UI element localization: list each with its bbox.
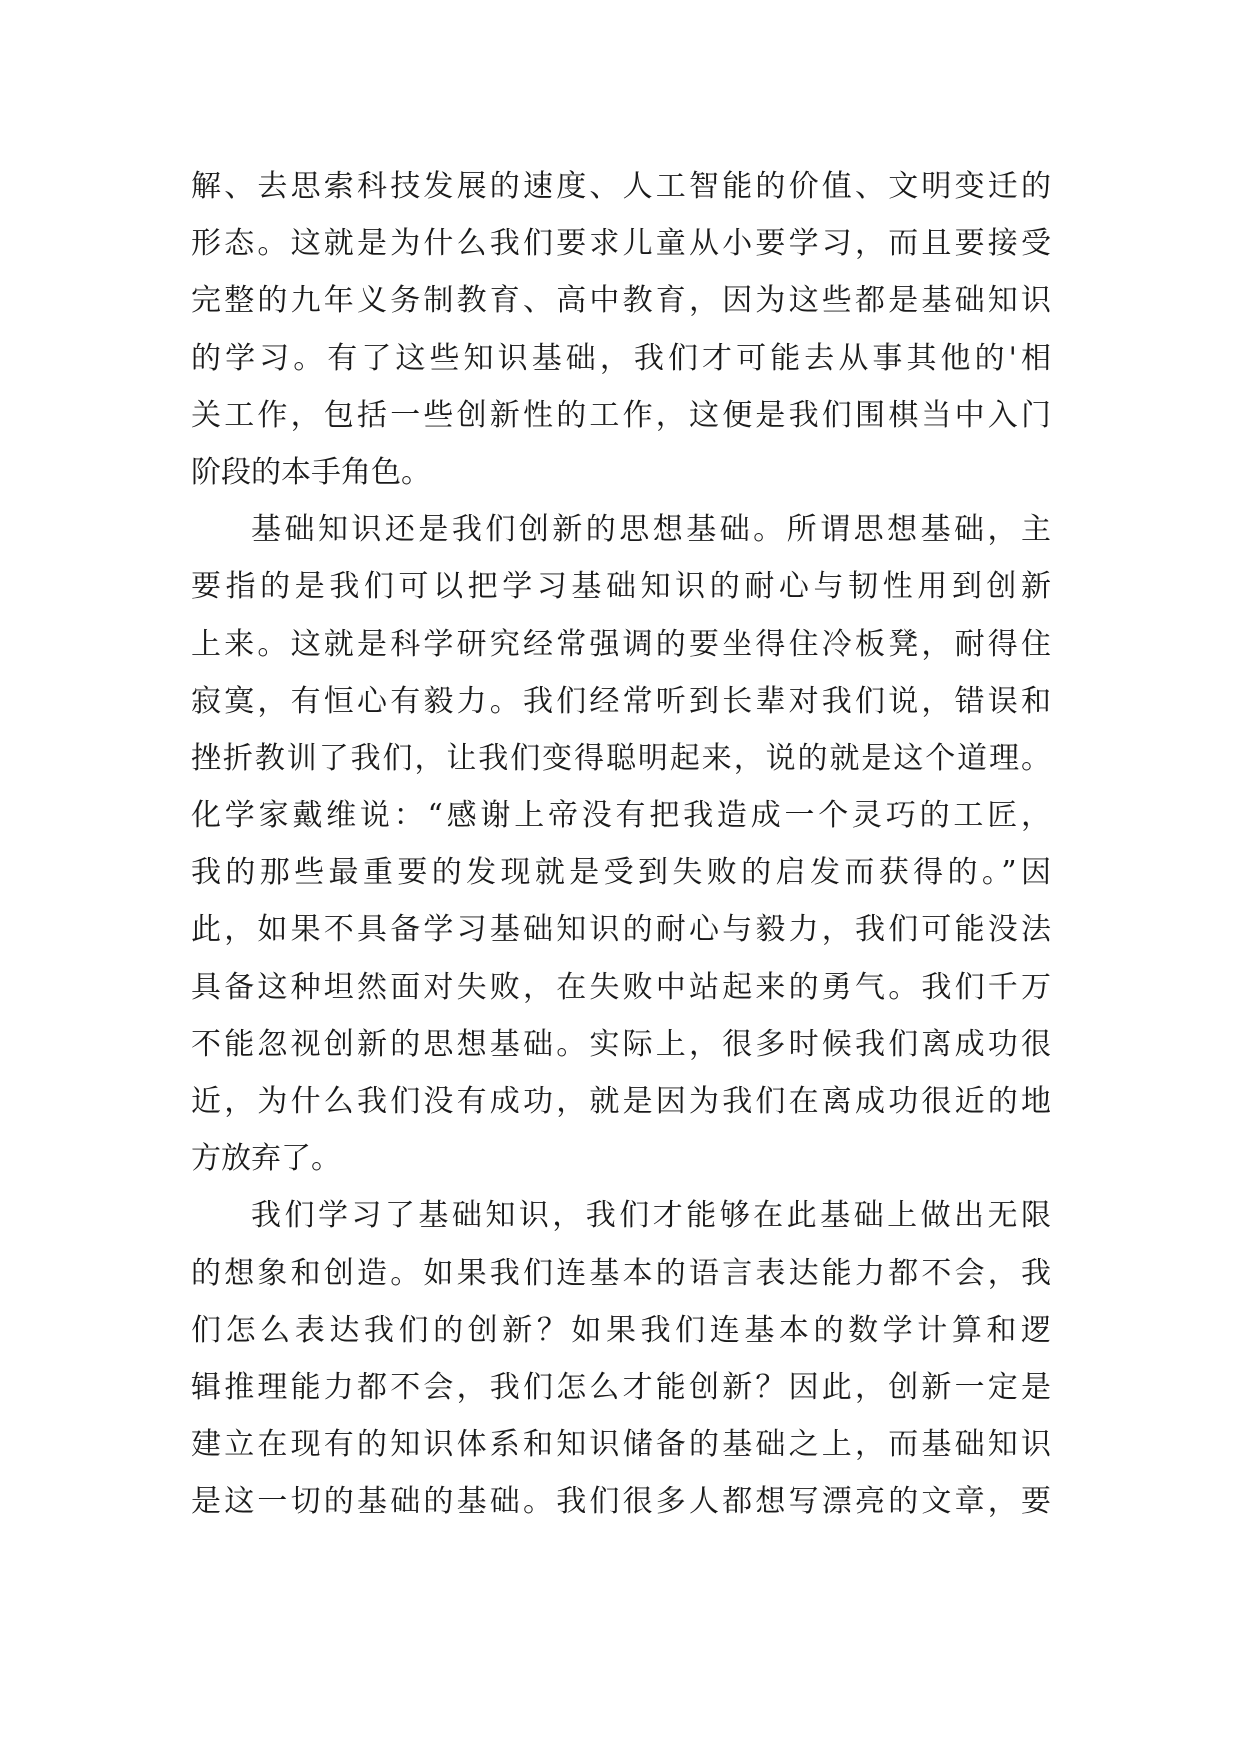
- text-line: 不能忽视创新的思想基础。实际上，很多时候我们离成功很: [191, 1026, 1051, 1062]
- text-line: 的学习。有了这些知识基础，我们才可能去从事其他的'相: [191, 340, 1051, 376]
- text-line: 阶段的本手角色。: [191, 454, 431, 490]
- text-line: 辑推理能力都不会，我们怎么才能创新？因此，创新一定是: [191, 1369, 1051, 1405]
- paragraph: [191, 158, 1051, 501]
- text-line: 挫折教训了我们，让我们变得聪明起来，说的就是这个道理。: [191, 740, 1051, 776]
- text-line: 完整的九年义务制教育、高中教育，因为这些都是基础知识: [191, 283, 1051, 319]
- text-line: 要指的是我们可以把学习基础知识的耐心与韧性用到创新: [191, 569, 1051, 605]
- text-line: 建立在现有的知识体系和知识储备的基础之上，而基础知识: [191, 1427, 1051, 1463]
- text-line: 寂寞，有恒心有毅力。我们经常听到长辈对我们说，错误和: [191, 683, 1051, 719]
- text-line: 们怎么表达我们的创新？如果我们连基本的数学计算和逻: [191, 1312, 1051, 1348]
- text-line: 解、去思索科技发展的速度、人工智能的价值、文明变迁的: [191, 169, 1051, 204]
- text-line: 化学家戴维说：“感谢上帝没有把我造成一个灵巧的工匠，: [191, 798, 1051, 834]
- text-line: 具备这种坦然面对失败，在失败中站起来的勇气。我们千万: [191, 969, 1051, 1005]
- paragraph: [191, 1187, 1051, 1530]
- text-line: 基础知识还是我们创新的思想基础。所谓思想基础，主: [251, 512, 1051, 548]
- text-line: 此，如果不具备学习基础知识的耐心与毅力，我们可能没法: [191, 912, 1051, 948]
- text-line: 上来。这就是科学研究经常强调的要坐得住冷板凳，耐得住: [191, 626, 1051, 662]
- text-line: 我们学习了基础知识，我们才能够在此基础上做出无限: [251, 1198, 1051, 1234]
- text-line: 方放弃了。: [191, 1141, 341, 1177]
- paragraph: [191, 501, 1051, 1187]
- body-text: [191, 158, 1051, 1531]
- text-line: 关工作，包括一些创新性的工作，这便是我们围棋当中入门: [191, 397, 1051, 433]
- text-line: 是这一切的基础的基础。我们很多人都想写漂亮的文章，要: [191, 1484, 1051, 1520]
- text-line: 我的那些最重要的发现就是受到失败的启发而获得的。”因: [191, 855, 1051, 891]
- text-line: 的想象和创造。如果我们连基本的语言表达能力都不会，我: [191, 1255, 1051, 1291]
- text-line: 近，为什么我们没有成功，就是因为我们在离成功很近的地: [191, 1084, 1051, 1119]
- text-line: 形态。这就是为什么我们要求儿童从小要学习，而且要接受: [191, 226, 1051, 262]
